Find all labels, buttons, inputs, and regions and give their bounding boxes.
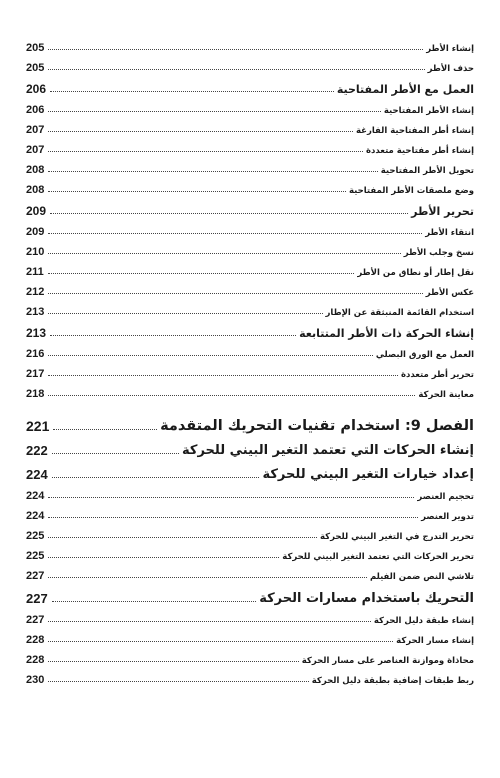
toc-title: إنشاء الأطر المفتاحية bbox=[383, 106, 474, 116]
toc-title: تحرير الأطر bbox=[411, 205, 474, 218]
toc-entry bbox=[26, 176, 474, 196]
toc-title: تحويل الأطر المفتاحية bbox=[380, 166, 474, 176]
toc-page-number: 213 bbox=[26, 306, 45, 318]
toc-title: حذف الأطر bbox=[427, 64, 474, 74]
toc-entry bbox=[26, 666, 474, 686]
table-of-contents bbox=[26, 34, 474, 686]
dot-leader bbox=[48, 557, 279, 558]
toc-entry bbox=[26, 434, 474, 458]
toc-page-number: 227 bbox=[26, 570, 45, 582]
toc-page-number: 228 bbox=[26, 654, 45, 666]
toc-entry bbox=[26, 380, 474, 400]
toc-page-number: 207 bbox=[26, 124, 45, 136]
toc-entry bbox=[26, 258, 474, 278]
toc-page-number: 211 bbox=[26, 266, 44, 278]
toc-entry bbox=[26, 116, 474, 136]
toc-entry bbox=[26, 458, 474, 482]
toc-page-number: 206 bbox=[26, 104, 45, 116]
dot-leader bbox=[48, 577, 367, 578]
toc-entry bbox=[26, 218, 474, 238]
toc-entry bbox=[26, 582, 474, 606]
toc-entry bbox=[26, 54, 474, 74]
toc-page-number: 209 bbox=[26, 204, 47, 218]
toc-page-number: 227 bbox=[26, 591, 48, 606]
toc-title: نسخ وجلب الأطر bbox=[403, 248, 474, 258]
toc-title: تحرير الحركات التي تعتمد التغير البيني للحركة bbox=[282, 552, 474, 562]
toc-title: تحجيم العنصر bbox=[417, 492, 474, 502]
dot-leader bbox=[50, 213, 408, 214]
toc-title: تدوير العنصر bbox=[421, 512, 474, 522]
toc-title: العمل مع الورق البصلي bbox=[375, 350, 474, 360]
toc-title: محاذاة وموازنة العناصر على مسار الحركة bbox=[301, 656, 474, 666]
dot-leader bbox=[48, 131, 353, 132]
toc-page-number: 208 bbox=[26, 184, 45, 196]
toc-page-number: 224 bbox=[26, 467, 48, 482]
toc-entry bbox=[26, 74, 474, 96]
toc-page-number: 205 bbox=[26, 42, 45, 54]
dot-leader bbox=[48, 621, 370, 622]
dot-leader bbox=[48, 293, 422, 294]
toc-title: إنشاء الأطر bbox=[426, 44, 474, 54]
dot-leader bbox=[52, 477, 260, 478]
dot-leader bbox=[48, 661, 298, 662]
dot-leader bbox=[48, 395, 415, 396]
toc-title: إنشاء الحركة ذات الأطر المتتابعة bbox=[299, 327, 474, 340]
dot-leader bbox=[48, 111, 381, 112]
toc-title: تلاشي النص ضمن الفيلم bbox=[369, 572, 474, 582]
toc-title: إنشاء الحركات التي تعتمد التغير البيني للحركة bbox=[182, 443, 474, 458]
toc-page-number: 213 bbox=[26, 326, 47, 340]
toc-title: تحرير التدرج في التغير البيني للحركة bbox=[320, 532, 474, 542]
toc-entry bbox=[26, 522, 474, 542]
dot-leader bbox=[48, 69, 424, 70]
toc-page-number: 205 bbox=[26, 62, 45, 74]
dot-leader bbox=[50, 91, 334, 92]
toc-title: إنشاء أطر مفتاحية متعددة bbox=[366, 146, 474, 156]
dot-leader bbox=[48, 49, 423, 50]
toc-page-number: 210 bbox=[26, 246, 45, 258]
toc-entry bbox=[26, 298, 474, 318]
toc-title: التحريك باستخدام مسارات الحركة bbox=[259, 591, 474, 606]
toc-entry bbox=[26, 340, 474, 360]
toc-entry bbox=[26, 502, 474, 522]
toc-title: إنشاء أطر المفتاحية الفارغة bbox=[356, 126, 474, 136]
toc-entry bbox=[26, 156, 474, 176]
toc-entry bbox=[26, 400, 474, 434]
toc-entry bbox=[26, 626, 474, 646]
toc-page-number: 208 bbox=[26, 164, 45, 176]
dot-leader bbox=[48, 253, 400, 254]
toc-entry bbox=[26, 278, 474, 298]
toc-entry bbox=[26, 318, 474, 340]
toc-page-number: 207 bbox=[26, 144, 45, 156]
toc-entry bbox=[26, 542, 474, 562]
toc-page-number: 225 bbox=[26, 550, 45, 562]
toc-title: إعداد خيارات التغير البيني للحركة bbox=[262, 467, 474, 482]
toc-entry bbox=[26, 96, 474, 116]
dot-leader bbox=[48, 233, 422, 234]
toc-entry bbox=[26, 238, 474, 258]
dot-leader bbox=[48, 355, 373, 356]
toc-title: انتقاء الأطر bbox=[425, 228, 474, 238]
toc-page-number: 230 bbox=[26, 674, 45, 686]
dot-leader bbox=[52, 453, 179, 454]
toc-page-number: 222 bbox=[26, 443, 48, 458]
dot-leader bbox=[48, 537, 317, 538]
toc-page-number: 218 bbox=[26, 388, 45, 400]
toc-title: إنشاء مسار الحركة bbox=[396, 636, 474, 646]
toc-title: استخدام القائمة المنبثقة عن الإطار bbox=[325, 308, 474, 318]
toc-entry bbox=[26, 196, 474, 218]
toc-page-number: 212 bbox=[26, 286, 45, 298]
toc-title: عكس الأطر bbox=[425, 288, 474, 298]
toc-page-number: 227 bbox=[26, 614, 45, 626]
toc-page-number: 206 bbox=[26, 82, 47, 96]
toc-page-number: 224 bbox=[26, 490, 45, 502]
toc-title: إنشاء طبقة دليل الحركة bbox=[373, 616, 474, 626]
dot-leader bbox=[48, 641, 393, 642]
toc-title: نقل إطار أو نطاق من الأطر bbox=[357, 268, 474, 278]
toc-title: معاينة الحركة bbox=[418, 390, 474, 400]
dot-leader bbox=[48, 375, 398, 376]
toc-page-number: 224 bbox=[26, 510, 45, 522]
toc-page-number: 228 bbox=[26, 634, 45, 646]
dot-leader bbox=[48, 273, 355, 274]
toc-page-number: 217 bbox=[26, 368, 45, 380]
toc-page-number: 221 bbox=[26, 418, 50, 434]
dot-leader bbox=[52, 601, 257, 602]
dot-leader bbox=[50, 335, 296, 336]
toc-entry bbox=[26, 562, 474, 582]
dot-leader bbox=[48, 171, 377, 172]
toc-entry bbox=[26, 646, 474, 666]
toc-entry bbox=[26, 136, 474, 156]
dot-leader bbox=[48, 681, 308, 682]
toc-entry bbox=[26, 360, 474, 380]
toc-entry bbox=[26, 34, 474, 54]
dot-leader bbox=[48, 151, 363, 152]
toc-title: الفصل 9: استخدام تقنيات التحريك المتقدمة bbox=[160, 418, 474, 434]
toc-entry bbox=[26, 482, 474, 502]
dot-leader bbox=[48, 497, 414, 498]
toc-page-number: 216 bbox=[26, 348, 45, 360]
dot-leader bbox=[48, 313, 322, 314]
dot-leader bbox=[53, 429, 157, 430]
toc-title: العمل مع الأطر المفتاحية bbox=[336, 83, 474, 96]
toc-page-number: 209 bbox=[26, 226, 45, 238]
toc-title: وضع ملصقات الأطر المفتاحية bbox=[348, 186, 474, 196]
toc-entry bbox=[26, 606, 474, 626]
dot-leader bbox=[48, 191, 346, 192]
dot-leader bbox=[48, 517, 418, 518]
toc-title: ربط طبقات إضافية بطبقة دليل الحركة bbox=[311, 676, 474, 686]
toc-title: تحرير أطر متعددة bbox=[400, 370, 474, 380]
toc-page-number: 225 bbox=[26, 530, 45, 542]
